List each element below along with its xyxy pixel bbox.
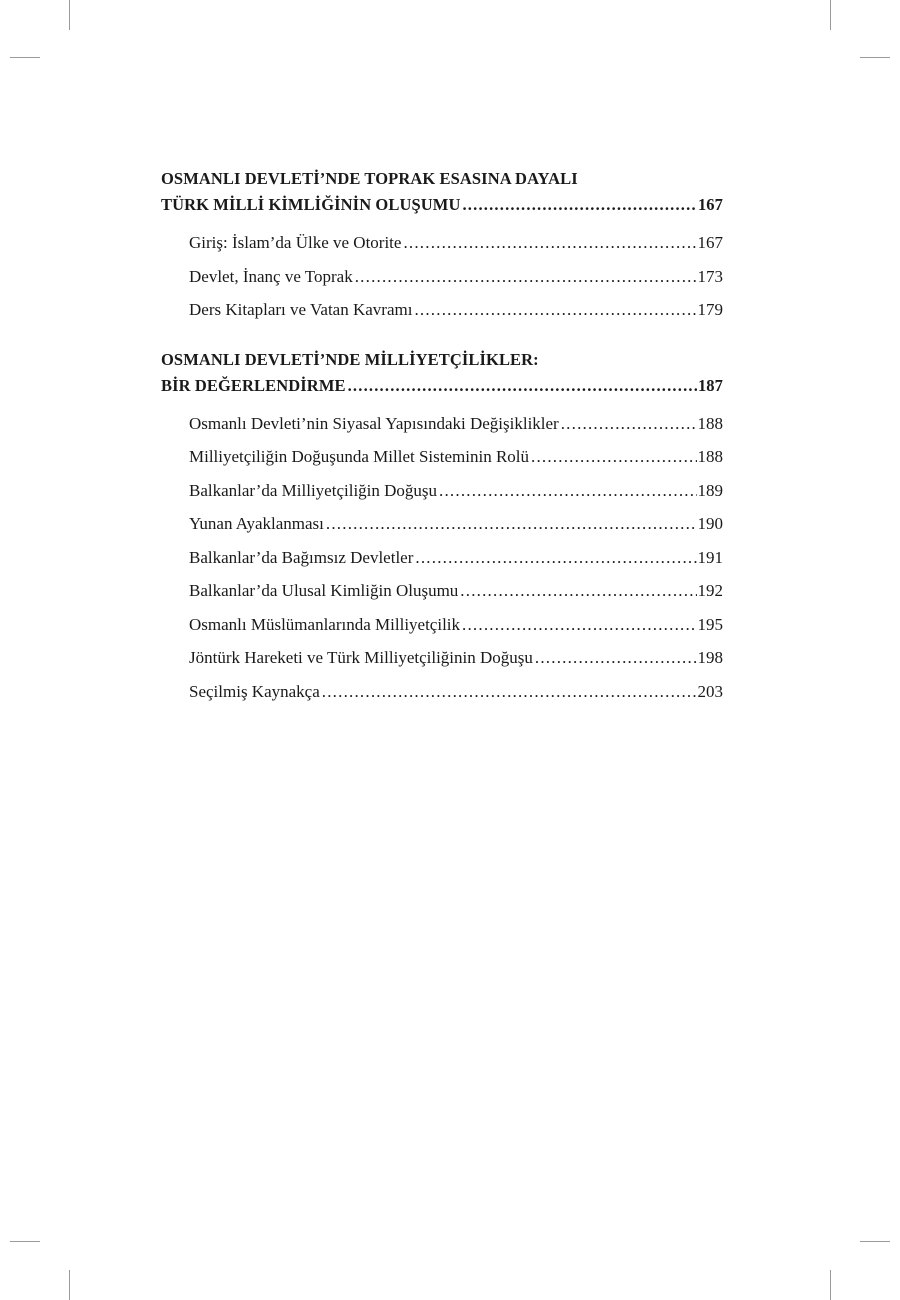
toc-entry-page: 179: [697, 300, 723, 319]
toc-entry-label: Balkanlar’da Milliyetçiliğin Doğuşu: [189, 480, 438, 500]
dot-leader: [535, 641, 697, 675]
crop-mark-left-bottom: [10, 1241, 40, 1242]
section-title: OSMANLI DEVLETİ’NDE TOPRAK ESASINA DAYALI: [161, 169, 578, 188]
toc-entry[interactable]: [161, 541, 723, 575]
crop-mark-top-left: [69, 0, 70, 30]
dot-leader: [462, 192, 696, 218]
dot-leader: [415, 541, 696, 575]
toc-entry[interactable]: [161, 507, 723, 541]
dot-leader: [561, 407, 697, 441]
crop-mark-right-top: [860, 57, 890, 58]
toc-entry-label: Devlet, İnanç ve Toprak: [189, 266, 353, 286]
dot-leader: [355, 260, 697, 294]
toc-entry-page: 188: [697, 447, 723, 466]
toc-entry-label: Osmanlı Müslümanlarında Milliyetçilik: [189, 614, 461, 634]
toc-entry[interactable]: [161, 675, 723, 709]
toc-entry-label: Balkanlar’da Ulusal Kimliğin Oluşumu: [189, 581, 459, 600]
dot-leader: [403, 226, 696, 260]
dot-leader: [414, 293, 696, 327]
crop-mark-left-top: [10, 57, 40, 58]
toc-entry-page: 188: [697, 413, 723, 433]
dot-leader: [460, 574, 696, 608]
toc-entry[interactable]: [161, 293, 723, 327]
toc-entry[interactable]: [161, 260, 723, 294]
toc-entry[interactable]: [161, 641, 723, 675]
section-title-line2: TÜRK MİLLİ KİMLİĞİNİN OLUŞUMU: [161, 195, 461, 214]
toc-entry[interactable]: [161, 474, 723, 508]
toc-entry[interactable]: [161, 574, 723, 608]
toc-entry-label: Giriş: İslam’da Ülke ve Otorite: [189, 233, 402, 252]
section-title-line2: BİR DEĞERLENDİRME: [161, 375, 346, 395]
toc-entry-page: 195: [697, 614, 723, 634]
toc-entry[interactable]: [161, 440, 723, 474]
toc-entry-label: Milliyetçiliğin Doğuşunda Millet Sisteminin Rolü: [189, 447, 529, 466]
toc-entry-page: 191: [697, 547, 723, 567]
toc-entry-page: 167: [697, 233, 723, 252]
dot-leader: [322, 675, 697, 709]
toc-entry-label: Jöntürk Hareketi ve Türk Milliyetçiliğinin Doğuşu: [189, 648, 533, 667]
toc-entry-page: 192: [697, 581, 723, 600]
toc-entry-page: 203: [697, 681, 723, 701]
toc-entry-page: 173: [697, 266, 723, 286]
dot-leader: [531, 440, 697, 474]
section-heading-row[interactable]: [161, 192, 723, 218]
toc-entry[interactable]: [161, 407, 723, 441]
toc-section-1: [161, 166, 723, 327]
toc-entry-page: 189: [697, 480, 723, 500]
crop-mark-right-bottom: [860, 1241, 890, 1242]
crop-mark-top-right: [830, 0, 831, 30]
crop-mark-bottom-right: [830, 1270, 831, 1300]
toc-entry-label: Yunan Ayaklanması: [189, 514, 324, 533]
toc-entry-page: 190: [697, 514, 723, 533]
dot-leader: [462, 608, 696, 642]
toc-section-2: [161, 347, 723, 709]
toc-entry[interactable]: [161, 608, 723, 642]
toc-entry-label: Ders Kitapları ve Vatan Kavramı: [189, 300, 413, 319]
section-page-number: 187: [697, 375, 723, 395]
section-title: OSMANLI DEVLETİ’NDE MİLLİYETÇİLİKLER:: [161, 349, 539, 369]
dot-leader: [348, 373, 697, 399]
toc-entry-label: Balkanlar’da Bağımsız Devletler: [189, 547, 414, 567]
toc-entry-label: Osmanlı Devleti’nin Siyasal Yapısındaki Değişiklikler: [189, 413, 559, 433]
toc-entry-page: 198: [697, 648, 723, 667]
section-heading-row[interactable]: [161, 373, 723, 399]
dot-leader: [326, 507, 697, 541]
table-of-contents: [161, 166, 723, 728]
toc-entry-label: Seçilmiş Kaynakça: [189, 681, 320, 701]
crop-mark-bottom-left: [69, 1270, 70, 1300]
dot-leader: [439, 474, 696, 508]
toc-entry[interactable]: [161, 226, 723, 260]
section-page-number: 167: [697, 195, 723, 214]
